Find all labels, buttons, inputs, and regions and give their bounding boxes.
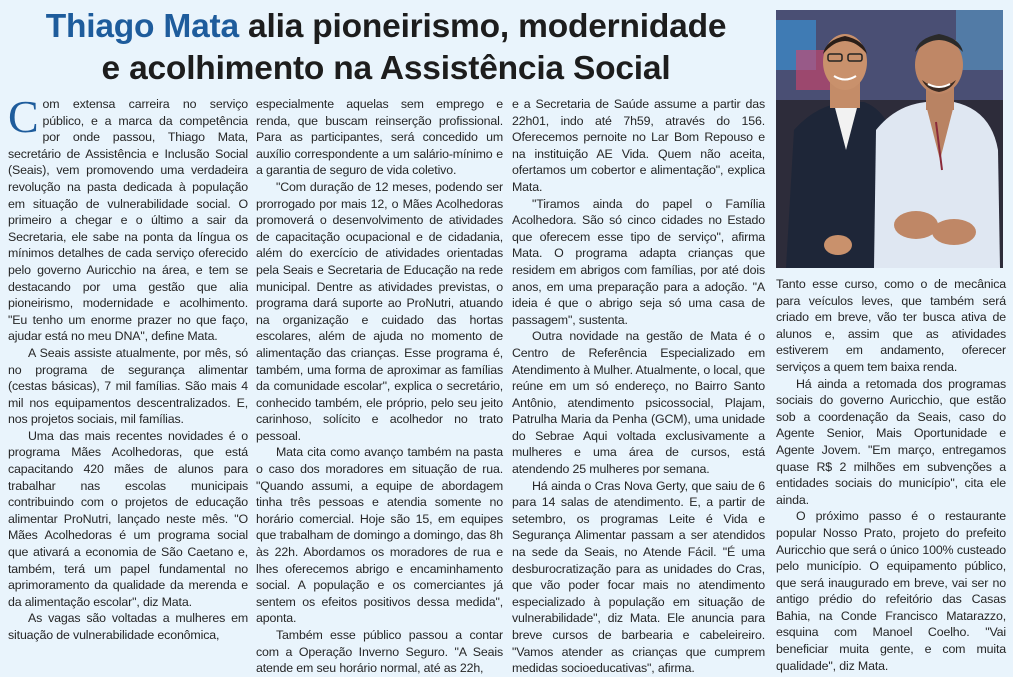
article-headline (8, 6, 764, 90)
paragraph: Com extensa carreira no serviço público, e a marca da competência por onde passou, Thiago Mata, secretário de Assistência e Inclusão Social (Seais), vem promovendo uma verdadeira revolução na pasta dedicada à população em situação de vulnerabilidade social. O primeiro a chegar e o último a sair da Secretaria, ele sabe na ponta da língua os mínimos detalhes de cada serviço oferecido pelo governo Auricchio na área, e tem se destacando por uma gestão que alia pioneirismo, modernidade e acolhimento. "Eu tenho um enorme prazer no que faço, ajudar está no meu DNA", define Mata. (8, 91, 248, 344)
paragraph: "Com duração de 12 meses, podendo ser prorrogado por mais 12, o Mães Acolhedoras promoverá o desenvolvimento de atividades de capacitação ocupacional e de cidadania, além do exercício de atividades orientadas pela Seais e Secretaria de Educação na rede municipal. Dentre as atividades previstas, o programa dará suporte ao ProNutri, atuando na organização e cuidado das hortas escolares, além de ajuda no momento de alimentação das crianças. Esse programa é, também, uma forma de aproximar as famílias da comunidade escolar", explica o secretário, conhecido também, ele próprio, pelo seu jeito carinhoso, solícito e acolhedor no trato pessoal. (256, 179, 503, 443)
paragraph: Uma das mais recentes novidades é o programa Mães Acolhedoras, que está capacitando 420 mães de alunos para trabalhar nas escolas municipais contribuindo com o projetos de educação alimentar ProNutri, lançado neste mês. "O Mães Acolhedoras é um programa social que ativará a economia de São Caetano e, também, terá um papel fundamental no aprimoramento da qualidade da merenda e da alimentação escolar", diz Mata. (8, 428, 248, 609)
headline-name: Thiago Mata (45, 8, 239, 45)
paragraph: "Tiramos ainda do papel o Família Acolhedora. São só cinco cidades no Estado que oferecem esse tipo de serviço", afirma Mata. O programa adapta crianças que residem em abrigos com famílias, por até dois anos, em uma preparação para a adoção. "A ideia é que o abrigo seja só uma casa de passagem", sustenta. (512, 196, 765, 327)
drop-cap: C (8, 91, 39, 142)
paragraph: As vagas são voltadas a mulheres em situação de vulnerabilidade econômica, (8, 611, 248, 642)
paragraph: especialmente aquelas sem emprego e renda, que buscam reinserção profissional. Para as participantes, será concedido um auxílio correspondente a um salário-mínimo e a garantia de seguro de vida coletivo. (256, 97, 503, 178)
paragraph: Há ainda a retomada dos programas sociais do governo Auricchio, que estão sob a coordenação da Seais, caso do Agente Senior, Mais Oportunidade e Agente Jovem. "Em março, entregamos quase R$ 2 milhões em subvenções a entidades sociais do município", cita ele ainda. (776, 376, 1006, 507)
paragraph: Outra novidade na gestão de Mata é o Centro de Referência Especializado em Atendimento à Mulher. Atualmente, o local, que reúne em um só endereço, no Bairro Santo Antônio, atendimento psicossocial, Plajam, Patrulha Maria da Penha (GCM), uma unidade do Sebrae Aqui voltada exclusivamente a mulheres e uma área de cursos, está atendendo 25 mulheres por semana. (512, 329, 765, 477)
article-column-3 (512, 96, 765, 677)
article-photo (776, 10, 1003, 268)
article-column-2 (256, 96, 503, 677)
article-column-1 (8, 91, 248, 644)
paragraph: Também esse público passou a contar com a Operação Inverno Seguro. "A Seais atende em seu horário normal, até as 22h, (256, 628, 503, 676)
photo-illustration (776, 10, 1003, 268)
headline-line1-rest: alia pioneirismo, modernidade (238, 8, 727, 45)
paragraph: e a Secretaria de Saúde assume a partir das 22h01, indo até 7h59, através do 156. Oferecemos pernoite no Lar Bom Repouso e na instituição AE Vida. Quem não aceita, ofertamos um cobertor e alimentação", explica Mata. (512, 97, 765, 194)
article-column-4 (776, 276, 1006, 674)
paragraph: Tanto esse curso, como o de mecânica para veículos leves, que também será criado em breve, vão ter busca ativa de alunos e, assim que as atividades estiverem em andamento, oferecer serviços a quem tem baixa renda. (776, 277, 1006, 374)
paragraph: O próximo passo é o restaurante popular Nosso Prato, projeto do prefeito Auricchio que será o único 100% custeado pelo município. O equipamento público, que será inaugurado em breve, vai ser no antigo prédio do refeitório das Casas Bahia, na Conde Francisco Matarazzo, esquina com Manoel Coelho. "Vai beneficiar muita gente, e com muita qualidade", diz Mata. (776, 509, 1006, 673)
headline-line2: e acolhimento na Assistência Social (101, 50, 671, 87)
paragraph: Mata cita como avanço também na pasta o caso dos moradores em situação de rua. "Quando assumi, a equipe de abordagem tinha três pessoas e atendia somente no horário comercial. Hoje são 15, em equipes que trabalham de domingo a domingo, das 8h às 22h. Abordamos os moradores de rua e lhes oferecemos abrigo e encaminhamento social. A população e os comerciantes já sentem os efeitos positivos dessa medida", aponta. (256, 445, 503, 626)
paragraph: Há ainda o Cras Nova Gerty, que saiu de 6 para 14 salas de atendimento. E, a partir de setembro, os programas Leite é Vida e Segurança Alimentar passam a ser atendidos na sede da Seais, no Atende Fácil. "É uma desburocratização para as unidades do Cras, que vão poder focar mais no atendimento especializado à população em situação de vulnerabilidade", diz Mata. Ele anuncia para breve cursos de barbearia e cabeleireiro. "Vamos atender as crianças que cumprem medidas socioeducativas", afirma. (512, 478, 765, 676)
paragraph: A Seais assiste atualmente, por mês, só no programa de segurança alimentar (cestas básicas), 7 mil famílias. São mais 4 mil nos equipamentos descentralizados. E, nos projetos sociais, mil famílias. (8, 345, 248, 427)
